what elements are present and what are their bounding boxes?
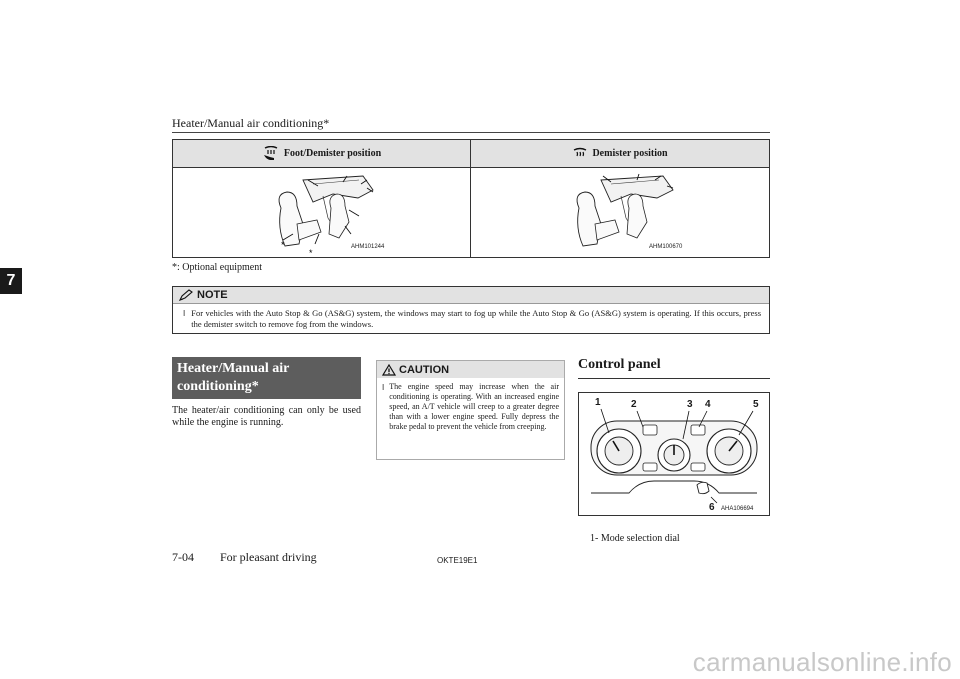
svg-text:*: *	[309, 248, 313, 257]
control-panel-code: AHA106694	[721, 506, 754, 512]
foot-demister-label: Foot/Demister position	[283, 148, 382, 159]
chapter-tab: 7	[0, 268, 22, 294]
callout-2: 2	[631, 399, 637, 410]
caution-body	[377, 378, 564, 432]
caution-box	[376, 360, 565, 460]
demister-icon	[572, 147, 588, 161]
foot-demister-illustration	[173, 168, 471, 257]
warning-triangle-icon	[382, 364, 396, 376]
foot-demister-icon	[262, 146, 280, 162]
section-intro: The heater/air conditioning can only be used while the engine is running.	[172, 405, 361, 428]
note-bullet: l	[183, 309, 186, 318]
note-heading: NOTE	[197, 289, 228, 301]
callout-3: 3	[687, 399, 693, 410]
foot-demister-figure	[173, 168, 471, 257]
control-panel-figure	[578, 392, 770, 516]
running-head: Heater/Manual air conditioning*	[172, 116, 330, 130]
foot-demister-header	[173, 140, 471, 168]
caution-heading: CAUTION	[399, 363, 450, 376]
callout-4: 4	[705, 399, 711, 410]
caution-bullet: l	[382, 383, 385, 392]
header-rule	[172, 132, 770, 133]
watermark: carmanualsonline.info	[692, 647, 952, 677]
optional-note: *: Optional equipment	[172, 262, 262, 273]
callout-1: 1	[595, 397, 601, 408]
note-box	[172, 286, 770, 334]
callout-6: 6	[709, 502, 715, 513]
section-title: Heater/Manual air conditioning*	[172, 357, 361, 399]
footer-page-number: 7-04	[172, 550, 194, 564]
note-pencil-icon	[179, 289, 193, 301]
legend-item-1: 1- Mode selection dial	[590, 533, 680, 544]
note-body	[173, 304, 769, 330]
demister-label: Demister position	[592, 148, 668, 159]
svg-text:*: *	[281, 240, 285, 250]
control-panel-title: Control panel	[578, 357, 661, 372]
note-text: For vehicles with the Auto Stop & Go (AS&G) system, the windows may start to fog up while the Auto Stop & Go (AS&G) system is operating. If this occurs, press the demister switch to remove fog from the windows.	[191, 308, 761, 329]
caution-text: The engine speed may increase when the air conditioning is operating. With an increased engine speed, an A/T vehicle will creep to a greater degree than with a lower engine speed. Fully depress the brake pedal to prevent the vehicle from creeping.	[389, 382, 559, 431]
foot-demister-code: AHM101244	[351, 244, 385, 250]
positions-table	[172, 139, 770, 258]
callout-5: 5	[753, 399, 759, 410]
footer-doc-code: OKTE19E1	[437, 556, 478, 565]
control-panel-illustration	[579, 393, 769, 515]
demister-illustration	[471, 168, 769, 257]
caution-header	[377, 361, 564, 378]
demister-header	[471, 140, 769, 168]
demister-code: AHM100670	[649, 244, 683, 250]
footer-section: For pleasant driving	[220, 550, 317, 564]
control-panel-rule	[578, 378, 770, 379]
demister-figure	[471, 168, 769, 257]
note-header	[173, 287, 769, 304]
